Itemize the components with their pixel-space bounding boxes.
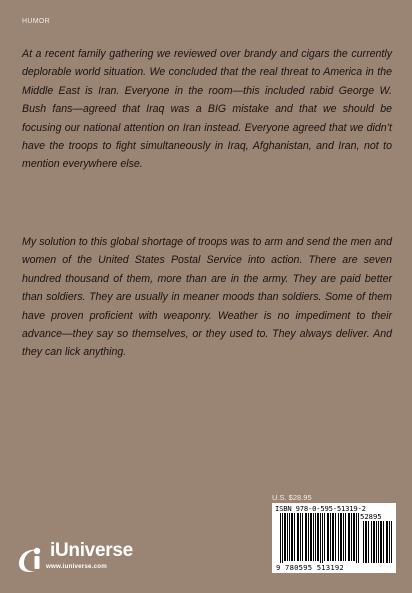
stylized-person-i-icon bbox=[16, 542, 48, 574]
publisher-logo bbox=[16, 540, 156, 574]
isbn-text: ISBN 978-0-595-51319-2 bbox=[275, 504, 366, 513]
price-label: U.S. $28.95 bbox=[272, 493, 312, 502]
blurb-paragraph-1: At a recent family gathering we reviewed over brandy and cigars the currently deplorable world situation. We concluded that the real threat to America in the Middle East is Iran. Everyone in the room—this included rabid George W. Bush fans—agreed that Iraq was a BIG mistake and that we should be focusing our national attention on Iran instead. Everyone agreed that we didn’t have the troops to fight simultaneously in Iraq, Afghanistan, and Iran, not to mention everywhere else. bbox=[22, 48, 392, 171]
publisher-name: iUniverse bbox=[50, 540, 133, 561]
publisher-url: www.iuniverse.com bbox=[46, 563, 107, 570]
barcode-digits: 9 780595 513192 bbox=[276, 563, 344, 572]
barcode bbox=[272, 503, 396, 573]
barcode-addon-number: 52895 bbox=[360, 512, 382, 521]
blurb-paragraph-2: My solution to this global shortage of troops was to arm and send the men and women of the United States Postal Service into action. There are seven hundred thousand of them, more than are in the army. They are paid better than soldiers. They are usually in meaner moods than soldiers. Some of them have proven proficient with weaponry. Weather is no impediment to their advance—they say so themselves, or they used to. They always deliver. And they can lick anything. bbox=[22, 236, 392, 359]
category-label: HUMOR bbox=[22, 18, 50, 25]
